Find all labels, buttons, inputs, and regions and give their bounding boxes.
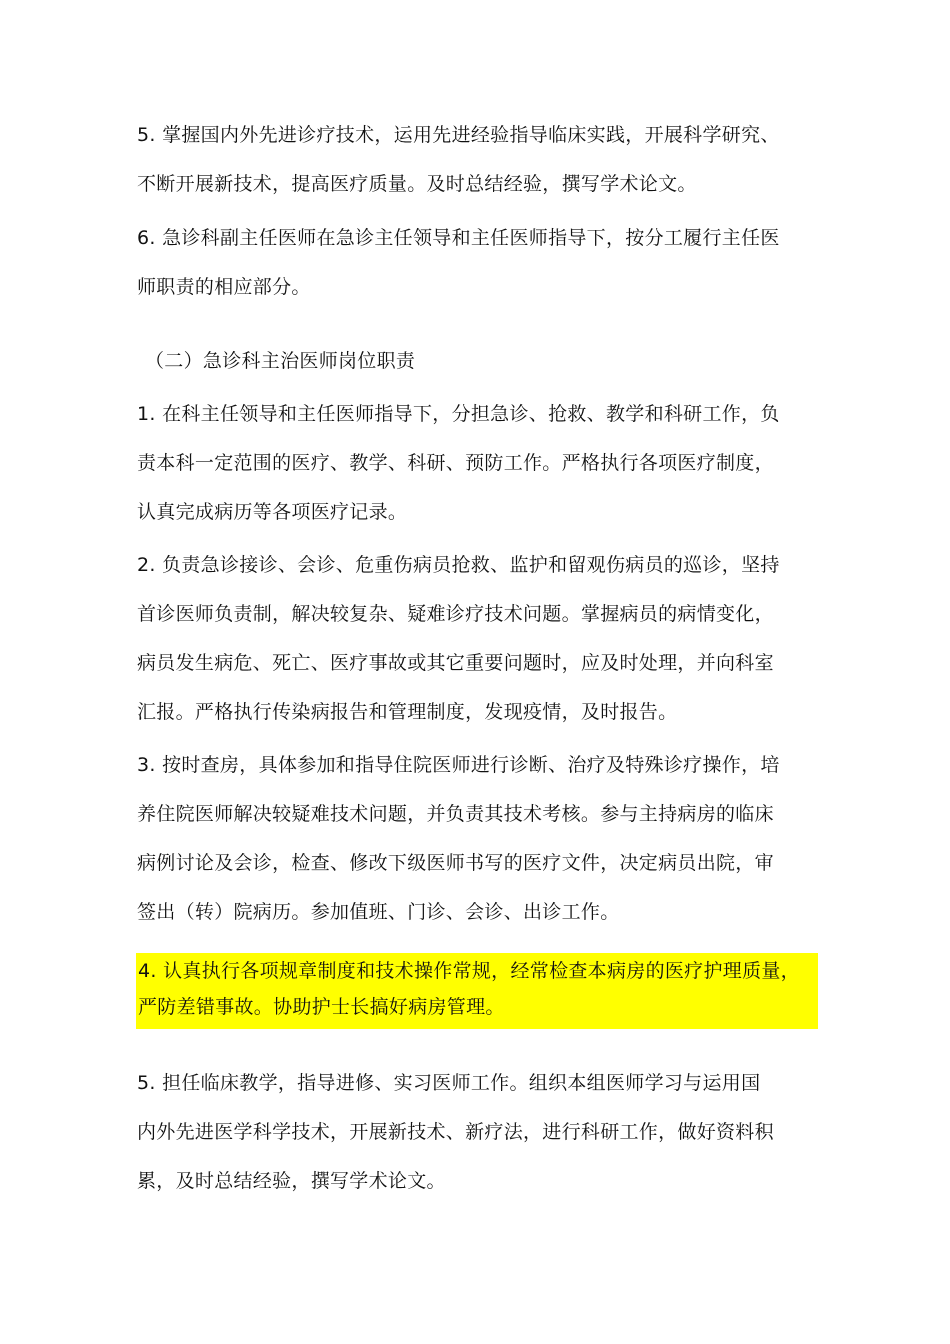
text-line: 师职责的相应部分。 xyxy=(137,276,311,298)
text-line: 5. 担任临床教学，指导进修、实习医师工作。组织本组医师学习与运用国 xyxy=(137,1072,761,1094)
text-line: 内外先进医学科学技术，开展新技术、新疗法，进行科研工作，做好资料积 xyxy=(137,1121,774,1143)
text-line: 病员发生病危、死亡、医疗事故或其它重要问题时，应及时处理，并向科室 xyxy=(137,652,774,674)
paragraph-item-6-senior xyxy=(137,214,817,312)
text-line: 认真完成病历等各项医疗记录。 xyxy=(137,501,408,523)
paragraph-item-3 xyxy=(137,741,817,937)
section-heading xyxy=(145,337,825,386)
text-line: 4. 认真执行各项规章制度和技术操作常规，经常检查本病房的医疗护理质量， xyxy=(138,960,800,982)
paragraph-item-5-senior xyxy=(137,111,817,209)
paragraph-item-1 xyxy=(137,390,817,537)
highlighted-paragraph-item-4 xyxy=(136,953,818,1029)
text-line: 6. 急诊科副主任医师在急诊主任领导和主任医师指导下，按分工履行主任医 xyxy=(137,227,780,249)
text-line: 5. 掌握国内外先进诊疗技术，运用先进经验指导临床实践，开展科学研究、 xyxy=(137,124,780,146)
text-line: 3. 按时查房，具体参加和指导住院医师进行诊断、治疗及特殊诊疗操作，培 xyxy=(137,754,780,776)
text-line: 不断开展新技术，提高医疗质量。及时总结经验，撰写学术论文。 xyxy=(137,173,697,195)
text-line: 严防差错事故。协助护士长搞好病房管理。 xyxy=(138,996,505,1018)
text-line: 累，及时总结经验，撰写学术论文。 xyxy=(137,1170,446,1192)
section-heading-text: （二）急诊科主治医师岗位职责 xyxy=(145,350,416,372)
text-line: 首诊医师负责制，解决较复杂、疑难诊疗技术问题。掌握病员的病情变化， xyxy=(137,603,774,625)
text-line: 病例讨论及会诊，检查、修改下级医师书写的医疗文件，决定病员出院，审 xyxy=(137,852,774,874)
text-line: 签出（转）院病历。参加值班、门诊、会诊、出诊工作。 xyxy=(137,901,620,923)
text-line: 责本科一定范围的医疗、教学、科研、预防工作。严格执行各项医疗制度， xyxy=(137,452,774,474)
text-line: 1. 在科主任领导和主任医师指导下，分担急诊、抢救、教学和科研工作，负 xyxy=(137,403,780,425)
paragraph-item-2 xyxy=(137,541,817,737)
text-line: 养住院医师解决较疑难技术问题，并负责其技术考核。参与主持病房的临床 xyxy=(137,803,774,825)
text-line: 2. 负责急诊接诊、会诊、危重伤病员抢救、监护和留观伤病员的巡诊，坚持 xyxy=(137,554,780,576)
paragraph-item-5 xyxy=(137,1059,817,1206)
text-line: 汇报。严格执行传染病报告和管理制度，发现疫情，及时报告。 xyxy=(137,701,678,723)
